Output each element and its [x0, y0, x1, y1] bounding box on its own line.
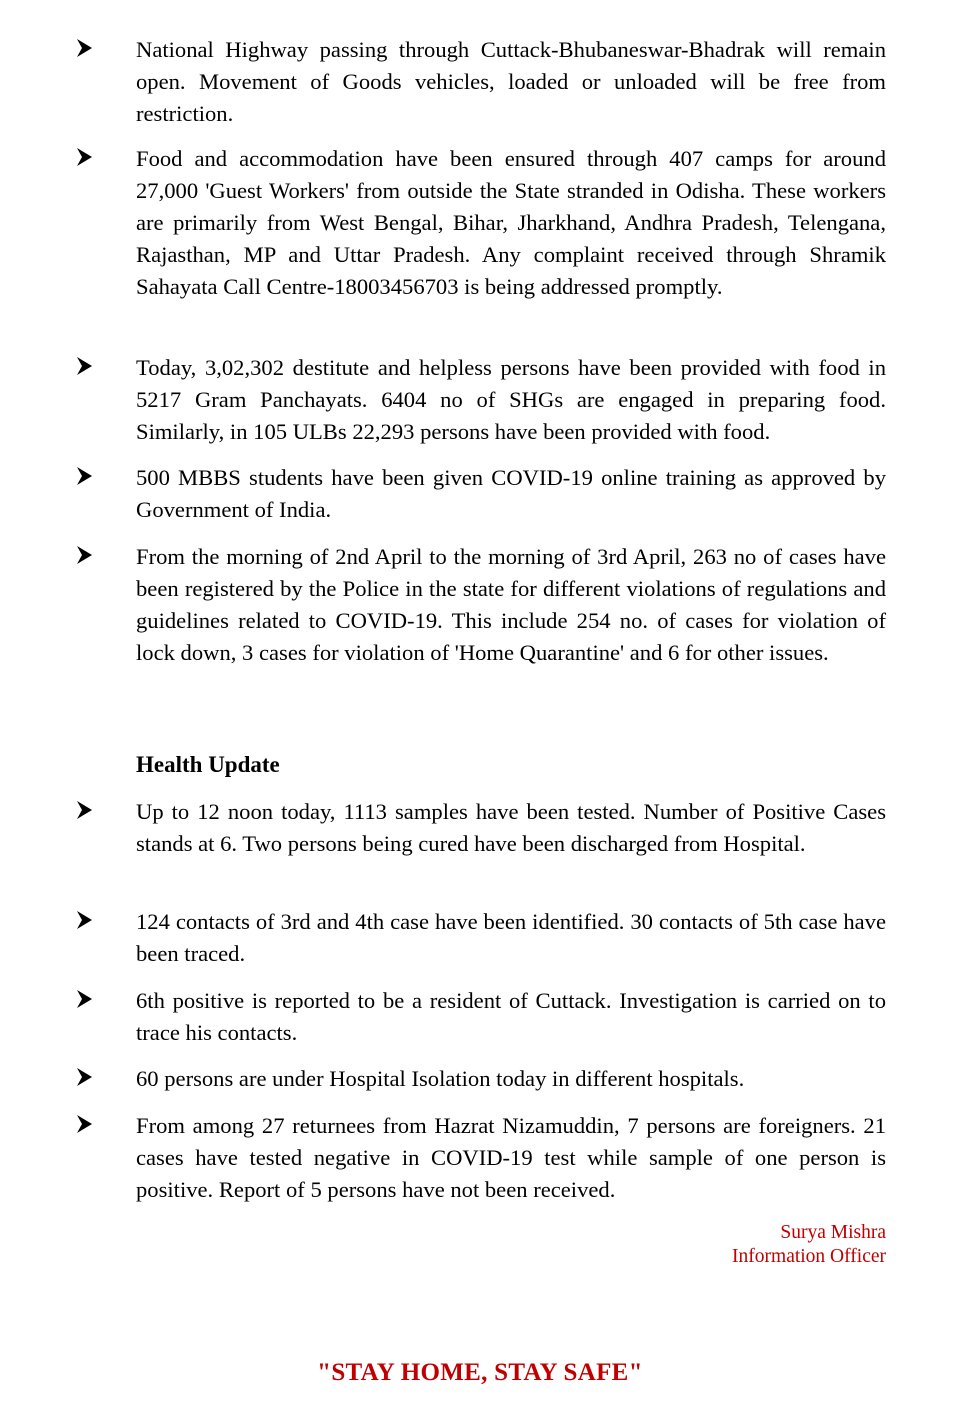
health-text: Up to 12 noon today, 1113 samples have been tested. Number of Positive Cases stands at 6. Two persons being cured have been discharged from Hospital. [136, 799, 886, 856]
update-text: National Highway passing through Cuttack-Bhubaneswar-Bhadrak will remain open. Movement of Goods vehicles, loaded or unloaded will be free from restriction. [136, 37, 886, 126]
signature-title: Information Officer [732, 1246, 886, 1267]
arrowhead-bullet-icon [75, 36, 95, 60]
update-text: Today, 3,02,302 destitute and helpless persons have been provided with food in 5217 Gram Panchayats. 6404 no of SHGs are engaged in preparing food. Similarly, in 105 ULBs 22,293 persons have been provided with food. [136, 355, 886, 444]
arrowhead-bullet-icon [75, 908, 95, 932]
update-text: 500 MBBS students have been given COVID-19 online training as approved by Government of India. [136, 465, 886, 522]
signature-block [732, 1221, 886, 1269]
health-text: 60 persons are under Hospital Isolation today in different hospitals. [136, 1066, 745, 1091]
update-text: From the morning of 2nd April to the morning of 3rd April, 263 no of cases have been registered by the Police in the state for different violations of regulations and guidelines related to COVID-19. This include 254 no. of cases for violation of lock down, 3 cases for violation of 'Home Quarantine' and 6 for other issues. [136, 544, 886, 665]
update-text: Food and accommodation have been ensured through 407 camps for around 27,000 'Guest Workers' from outside the State stranded in Odisha. These workers are primarily from West Bengal, Bihar, Jharkhand, Andhra Pradesh, Telengana, Rajasthan, MP and Uttar Pradesh. Any complaint received through Shramik Sahayata Call Centre-18003456703 is being addressed promptly. [136, 146, 886, 299]
signature-name: Surya Mishra [780, 1222, 886, 1243]
arrowhead-bullet-icon [75, 1112, 95, 1136]
slogan-banner: "STAY HOME, STAY SAFE" [317, 1359, 643, 1386]
arrowhead-bullet-icon [75, 798, 95, 822]
arrowhead-bullet-icon [75, 1065, 95, 1089]
arrowhead-bullet-icon [75, 145, 95, 169]
health-text: 6th positive is reported to be a resident of Cuttack. Investigation is carried on to trace his contacts. [136, 988, 886, 1045]
health-update-heading: Health Update [136, 752, 280, 777]
arrowhead-bullet-icon [75, 354, 95, 378]
arrowhead-bullet-icon [75, 987, 95, 1011]
health-text: 124 contacts of 3rd and 4th case have been identified. 30 contacts of 5th case have been traced. [136, 909, 886, 966]
health-text: From among 27 returnees from Hazrat Nizamuddin, 7 persons are foreigners. 21 cases have tested negative in COVID-19 test while sample of one person is positive. Report of 5 persons have not been received. [136, 1113, 886, 1202]
arrowhead-bullet-icon [75, 464, 95, 488]
arrowhead-bullet-icon [75, 543, 95, 567]
